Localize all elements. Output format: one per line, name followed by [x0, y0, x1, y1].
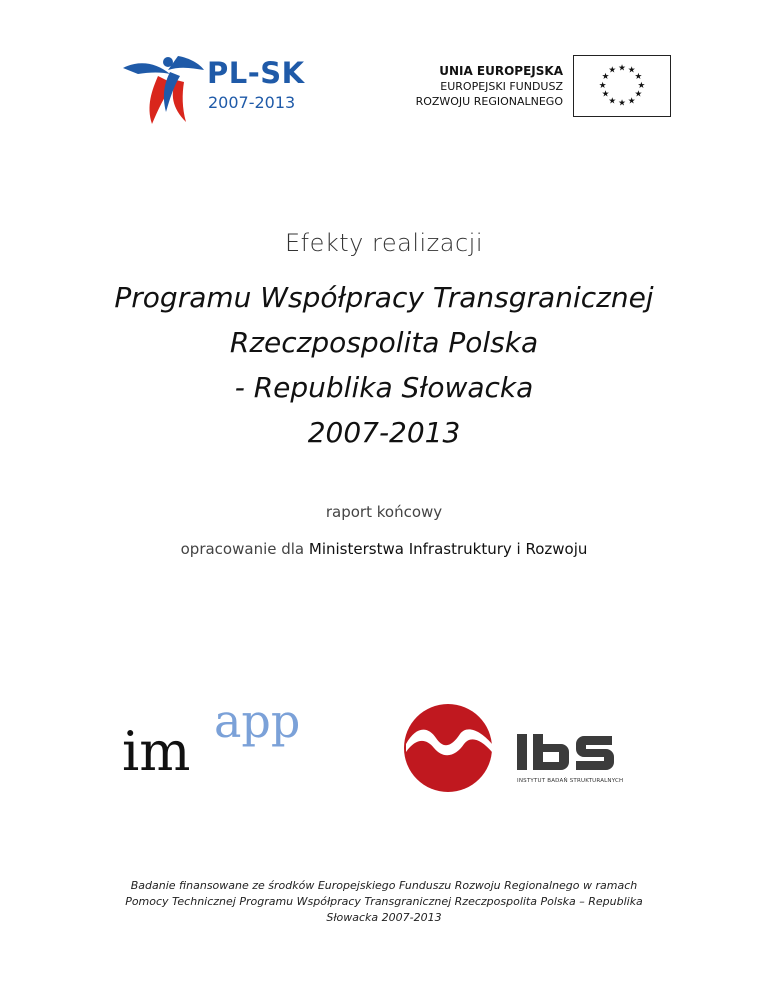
- page-title: [0, 275, 768, 455]
- svg-text:★: ★: [627, 65, 636, 76]
- svg-text:★: ★: [618, 63, 626, 74]
- prepared-for: [0, 540, 768, 558]
- plsk-logo-title: PL-SK: [207, 56, 305, 90]
- eu-label-line1: UNIA EUROPEJSKA: [439, 64, 563, 78]
- ibs-logo: [400, 704, 670, 792]
- svg-text:★: ★: [608, 65, 617, 76]
- funding-note-line2: Pomocy Technicznej Programu Współpracy Transgranicznej Rzeczpospolita Polska – Republika: [125, 895, 643, 908]
- page-title-line4: 2007-2013: [307, 416, 461, 449]
- svg-text:★: ★: [618, 98, 626, 109]
- svg-text:★: ★: [601, 89, 610, 100]
- title-intro: Efekty realizacji: [284, 229, 483, 257]
- page-title-line3: - Republika Słowacka: [234, 371, 534, 404]
- svg-text:★: ★: [601, 72, 610, 83]
- funding-note-line1: Badanie finansowane ze środków Europejskiego Funduszu Rozwoju Regionalnego w ramach: [130, 879, 638, 892]
- funding-note-line3: Słowacka 2007-2013: [326, 911, 442, 924]
- svg-text:★: ★: [634, 72, 643, 83]
- plsk-logo-years: 2007-2013: [208, 93, 296, 112]
- eu-label-line2: EUROPEJSKI FUNDUSZ: [440, 80, 563, 93]
- ibs-logo-letters: [517, 734, 614, 770]
- svg-text:★: ★: [627, 96, 636, 107]
- page-title-line2: Rzeczpospolita Polska: [229, 326, 539, 359]
- svg-text:★: ★: [634, 89, 643, 100]
- ibs-logo-caption: INSTYTUT BADAŃ STRUKTURALNYCH: [517, 778, 624, 784]
- page-title-line1: Programu Współpracy Transgranicznej: [114, 281, 654, 314]
- svg-text:★: ★: [598, 80, 607, 91]
- imapp-logo-app: app: [214, 694, 301, 748]
- eu-label: [416, 63, 563, 109]
- plsk-figure-icon: [123, 56, 204, 124]
- svg-text:★: ★: [637, 80, 646, 91]
- svg-text:★: ★: [608, 96, 617, 107]
- prepared-for-client: Ministerstwa Infrastruktury i Rozwoju: [308, 540, 588, 558]
- eu-label-line3: ROZWOJU REGIONALNEGO: [415, 95, 563, 108]
- funding-note: [60, 878, 708, 926]
- imapp-logo-im: im: [122, 720, 191, 783]
- report-type: raport końcowy: [325, 503, 443, 521]
- imapp-logo: [122, 694, 382, 783]
- eu-flag-icon: [573, 55, 671, 117]
- prepared-for-prefix: opracowanie dla: [180, 540, 309, 558]
